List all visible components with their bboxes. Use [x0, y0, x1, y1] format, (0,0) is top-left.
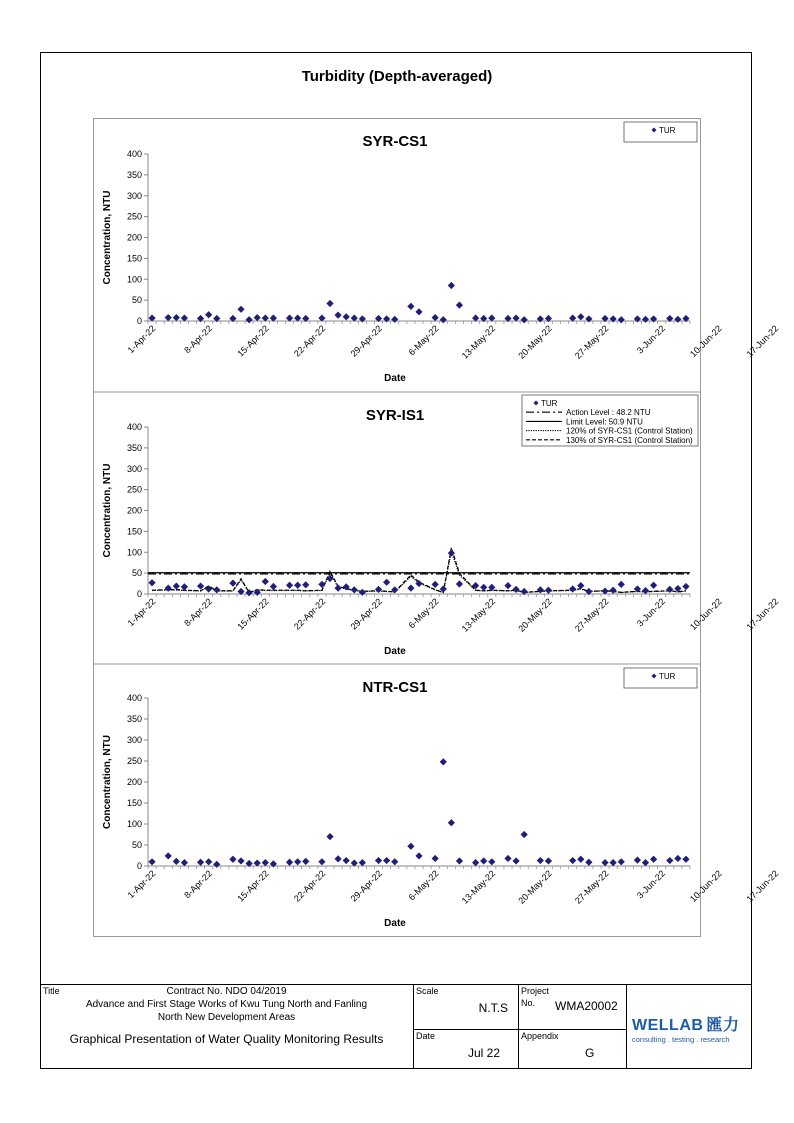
x-tick-label: 17-Jun-22: [744, 323, 781, 360]
data-point: [569, 857, 576, 864]
data-point: [512, 857, 519, 864]
y-axis-label: Concentration, NTU: [102, 735, 113, 829]
y-tick-label: 50: [131, 568, 142, 579]
data-point: [610, 859, 617, 866]
data-point: [512, 586, 519, 593]
date-value: Jul 22: [467, 1046, 500, 1060]
legend-label: 120% of SYR-CS1 (Control Station): [566, 426, 693, 436]
drawing-title: Graphical Presentation of Water Quality Monitoring Results: [69, 1032, 384, 1046]
x-tick-label: 15-Apr-22: [235, 323, 271, 359]
wellab-logo: [632, 1012, 750, 1044]
data-point: [521, 831, 528, 838]
y-tick-label: 200: [126, 232, 142, 243]
data-point: [148, 858, 155, 865]
data-point: [294, 582, 301, 589]
scale-cell: [413, 984, 519, 1030]
data-point: [545, 587, 552, 594]
appendix-label: Appendix: [521, 1031, 559, 1041]
data-point: [181, 859, 188, 866]
x-tick-label: 10-Jun-22: [687, 596, 724, 633]
data-point: [391, 586, 398, 593]
y-tick-label: 150: [126, 798, 142, 808]
x-tick-label: 17-Jun-22: [744, 596, 781, 633]
y-tick-label: 400: [126, 149, 142, 159]
data-point: [650, 856, 657, 863]
x-tick-label: 6-May-22: [406, 868, 441, 903]
data-point: [262, 578, 269, 585]
x-tick-label: 29-Apr-22: [348, 596, 384, 632]
x-tick-label: 13-May-22: [459, 323, 498, 361]
chart-title: NTR-CS1: [362, 679, 428, 696]
chart-2: [93, 664, 794, 929]
date-label: Date: [416, 1031, 436, 1041]
data-point: [432, 314, 439, 321]
data-point: [472, 859, 479, 866]
data-point: [488, 858, 495, 865]
data-point: [585, 859, 592, 866]
data-point: [601, 859, 608, 866]
data-point: [229, 580, 236, 587]
data-point: [440, 758, 447, 765]
x-tick-label: 22-Apr-22: [291, 868, 328, 904]
data-point: [618, 581, 625, 588]
x-tick-label: 1-Apr-22: [125, 323, 158, 356]
data-point: [407, 843, 414, 850]
legend-label: 130% of SYR-CS1 (Control Station): [566, 435, 693, 445]
data-point: [456, 580, 463, 587]
data-point: [666, 857, 673, 864]
y-tick-label: 150: [126, 526, 142, 537]
chart-title: SYR-IS1: [365, 407, 425, 424]
data-point: [326, 833, 333, 840]
x-axis-label: Date: [384, 373, 406, 384]
x-tick-label: 1-Apr-22: [125, 868, 158, 901]
data-point: [302, 581, 309, 588]
data-point: [537, 857, 544, 864]
x-tick-label: 29-Apr-22: [348, 868, 384, 904]
x-tick-label: 6-May-22: [406, 596, 441, 631]
x-tick-label: 8-Apr-22: [182, 596, 215, 629]
title-label: Title: [43, 986, 60, 996]
data-point: [343, 857, 350, 864]
data-point: [432, 855, 439, 862]
data-point: [148, 579, 155, 586]
y-tick-label: 300: [126, 463, 142, 474]
x-tick-label: 8-Apr-22: [182, 868, 215, 901]
y-tick-label: 350: [126, 169, 142, 180]
chart-0: [102, 122, 794, 384]
logo-brand: WELLAB: [632, 1017, 704, 1034]
data-point: [197, 859, 204, 866]
x-tick-label: 29-Apr-22: [348, 323, 384, 359]
y-tick-label: 50: [131, 295, 142, 306]
data-point: [205, 311, 212, 318]
data-point: [407, 303, 414, 310]
x-tick-label: 20-May-22: [516, 323, 554, 361]
legend-label: Limit Level: 50.9 NTU: [566, 417, 643, 427]
x-tick-label: 3-Jun-22: [634, 323, 668, 356]
y-tick-label: 200: [126, 505, 142, 516]
data-point: [294, 858, 301, 865]
x-tick-label: 6-May-22: [406, 323, 441, 358]
y-tick-label: 100: [126, 547, 142, 558]
data-point: [569, 585, 576, 592]
data-point: [480, 584, 487, 591]
data-point: [521, 316, 528, 323]
data-point: [415, 308, 422, 315]
data-point: [383, 857, 390, 864]
data-point: [634, 857, 641, 864]
data-point: [674, 855, 681, 862]
x-tick-label: 22-Apr-22: [291, 323, 328, 359]
data-point: [286, 582, 293, 589]
project-no-label: No.: [521, 998, 536, 1008]
data-point: [504, 855, 511, 862]
y-tick-label: 50: [131, 840, 142, 850]
y-tick-label: 300: [126, 735, 142, 745]
y-tick-label: 0: [136, 589, 142, 599]
data-point: [618, 858, 625, 865]
data-point: [237, 857, 244, 864]
y-axis-label: Concentration, NTU: [102, 190, 113, 285]
data-point: [383, 579, 390, 586]
data-point: [205, 858, 212, 865]
data-point: [674, 316, 681, 323]
contract-text: [40, 985, 413, 1047]
data-point: [229, 856, 236, 863]
data-point: [165, 585, 172, 592]
x-tick-label: 3-Jun-22: [634, 868, 668, 901]
data-point: [173, 314, 180, 321]
contract-line1: Contract No. NDO 04/2019: [166, 986, 287, 997]
data-point: [246, 589, 253, 596]
y-tick-label: 350: [126, 442, 142, 453]
x-tick-label: 13-May-22: [459, 596, 498, 634]
project-no: WMA20002: [555, 999, 618, 1013]
y-tick-label: 100: [126, 274, 142, 285]
x-tick-label: 15-Apr-22: [235, 596, 271, 632]
data-point: [318, 858, 325, 865]
data-point: [642, 587, 649, 594]
data-point: [302, 858, 309, 865]
y-tick-label: 100: [126, 819, 142, 829]
x-tick-label: 1-Apr-22: [125, 596, 158, 629]
x-tick-label: 27-May-22: [572, 323, 611, 361]
chart-title: SYR-CS1: [362, 133, 428, 150]
data-point: [415, 852, 422, 859]
data-point: [618, 316, 625, 323]
y-tick-label: 250: [126, 484, 142, 495]
data-point: [246, 316, 253, 323]
x-tick-label: 3-Jun-22: [634, 596, 668, 629]
x-tick-label: 13-May-22: [459, 868, 498, 906]
x-tick-label: 22-Apr-22: [291, 596, 328, 632]
data-point: [642, 316, 649, 323]
data-point: [577, 856, 584, 863]
data-point: [448, 819, 455, 826]
data-point: [545, 857, 552, 864]
data-point: [318, 581, 325, 588]
data-point: [448, 282, 455, 289]
data-point: [351, 586, 358, 593]
data-point: [650, 582, 657, 589]
data-point: [359, 589, 366, 596]
x-axis-label: Date: [384, 918, 406, 929]
x-tick-label: 17-Jun-22: [744, 868, 781, 905]
data-point: [537, 586, 544, 593]
data-point: [432, 581, 439, 588]
y-tick-label: 0: [136, 861, 142, 871]
data-point: [335, 312, 342, 319]
data-point: [375, 586, 382, 593]
x-tick-label: 10-Jun-22: [687, 323, 724, 360]
x-tick-label: 20-May-22: [516, 868, 554, 906]
legend-label: TUR: [659, 672, 676, 681]
data-point: [666, 586, 673, 593]
data-point: [181, 583, 188, 590]
contract-line2: Advance and First Stage Works of Kwu Tung North and Fanling: [85, 999, 368, 1010]
legend-label: TUR: [541, 399, 558, 408]
data-point: [456, 857, 463, 864]
y-tick-label: 300: [126, 190, 142, 201]
legend-label: TUR: [659, 126, 676, 135]
y-tick-label: 250: [126, 756, 142, 766]
x-tick-label: 27-May-22: [572, 596, 611, 634]
data-point: [262, 859, 269, 866]
data-point: [286, 859, 293, 866]
scale-value: N.T.S: [478, 1001, 508, 1015]
x-axis-label: Date: [384, 646, 406, 657]
data-point: [270, 583, 277, 590]
data-point: [213, 861, 220, 868]
data-point: [682, 583, 689, 590]
legend-label: Action Level : 48.2 NTU: [566, 408, 651, 418]
scale-label: Scale: [416, 986, 439, 996]
data-point: [173, 858, 180, 865]
y-axis-label: Concentration, NTU: [102, 463, 113, 558]
y-tick-label: 250: [126, 211, 142, 222]
x-tick-label: 20-May-22: [516, 596, 554, 634]
data-point: [213, 586, 220, 593]
y-tick-label: 200: [126, 777, 142, 787]
data-point: [440, 316, 447, 323]
data-point: [391, 316, 398, 323]
data-point: [407, 585, 414, 592]
data-point: [456, 302, 463, 309]
data-point: [326, 300, 333, 307]
x-tick-label: 10-Jun-22: [687, 868, 724, 905]
logo-tagline: consulting . testing . research: [632, 1035, 730, 1044]
x-tick-label: 27-May-22: [572, 868, 611, 906]
data-point: [165, 852, 172, 859]
data-point: [391, 858, 398, 865]
data-point: [577, 313, 584, 320]
y-tick-label: 400: [126, 422, 142, 432]
data-point: [237, 306, 244, 313]
data-point: [205, 585, 212, 592]
data-point: [610, 587, 617, 594]
page-title: Turbidity (Depth-averaged): [301, 68, 493, 85]
data-point: [335, 855, 342, 862]
x-tick-label: 8-Apr-22: [182, 323, 215, 356]
data-point: [173, 582, 180, 589]
data-point: [254, 314, 261, 321]
data-point: [359, 859, 366, 866]
y-tick-label: 400: [126, 693, 142, 703]
project-label: Project: [521, 986, 550, 996]
data-point: [343, 313, 350, 320]
data-point: [375, 857, 382, 864]
data-point: [642, 859, 649, 866]
data-point: [504, 582, 511, 589]
data-point: [480, 857, 487, 864]
y-tick-label: 0: [136, 316, 142, 326]
appendix-cell: [518, 1029, 627, 1069]
contract-line3: North New Development Areas: [157, 1012, 296, 1023]
data-point: [335, 585, 342, 592]
appendix-value: G: [585, 1046, 595, 1060]
x-tick-label: 15-Apr-22: [235, 868, 271, 904]
data-point: [577, 582, 584, 589]
data-point: [682, 856, 689, 863]
y-tick-label: 150: [126, 253, 142, 264]
project-cell: [518, 984, 627, 1030]
date-cell: [413, 1029, 519, 1069]
logo-cn: 匯力: [706, 1017, 740, 1034]
y-tick-label: 350: [126, 714, 142, 724]
chart-1: [93, 392, 794, 657]
data-point: [165, 314, 172, 321]
